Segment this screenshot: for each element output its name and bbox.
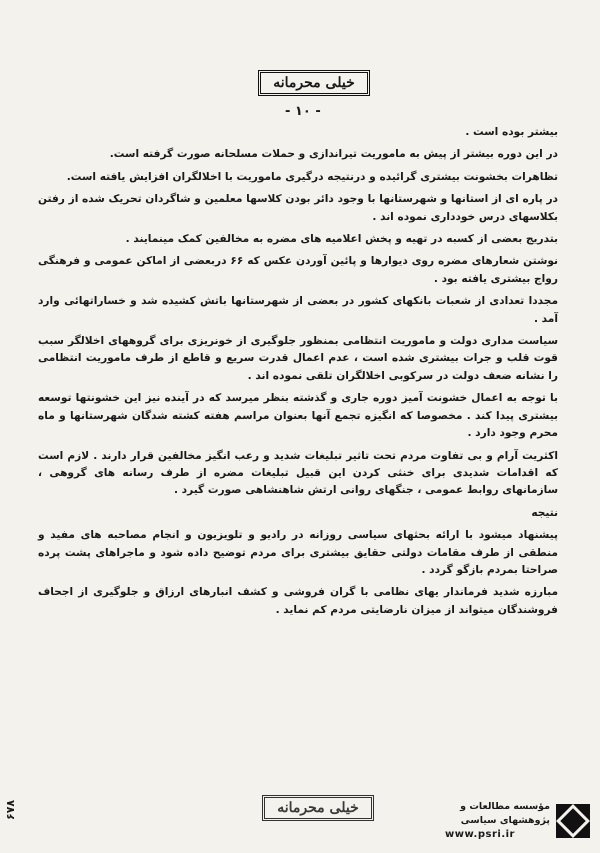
paragraph: تظاهرات بخشونت بیشتری گرائیده و درنتیجه درگیری ماموریت با اخلالگران افزایش یافته است. [66, 170, 558, 183]
paragraph: در این دوره بیشتر از پیش به ماموریت تیراندازی و حملات مسلحانه صورت گرفته است. [109, 148, 558, 161]
paragraph: اکثریت آرام و بی تفاوت مردم تحت تاثیر تبلیغات شدید و رعب انگیز مخالفین قرار دارند . لازم است که اقدامات شدیدی برای خنثی کردن این قبیل تبلیغات مضره از طرف رسانه های گروهی ، سازمانهای روابط عمومی ، جنگهای روانی ارتش شاهنشاهی صورت گیرد . [38, 449, 558, 497]
paragraph: بیشتر بوده است . [465, 126, 558, 138]
classification-stamp-bottom: خیلی محرمانه [262, 795, 374, 821]
paragraph: سیاست مداری دولت و ماموریت انتظامی بمنظور جلوگیری از خونریزی برای گروههای اخلالگر سبب قوت قلب و جرات بیشتری شده است ، عدم اعمال قدرت سریع و قاطع از طرف ماموریت انتظامی را نشانه ضعف دولت در سرکوبی اخلالگران تلقی نموده اند . [38, 335, 558, 382]
paragraph: پیشنهاد میشود با ارائه بحثهای سیاسی روزانه در رادیو و تلویزیون و انجام مصاحبه های مفید و منطقی از طرف مقامات دولتی حقایق بیشتری برای مردم توضیح داده شود و ماجراهای پشت پرده صراحتا بمردم بازگو گردد . [38, 529, 558, 576]
document-body [38, 124, 558, 624]
paragraph: مجددا تعدادی از شعبات بانکهای کشور در بعضی از شهرستانها باتش کشیده شد و خساراتهائی وارد آمد . [38, 295, 558, 325]
paragraph: در پاره ای از استانها و شهرستانها با وجود دائر بودن کلاسها معلمین و شاگردان تحریک شده از رفتن بکلاسهای درس خودداری نموده اند . [38, 193, 558, 223]
classification-stamp-top: خیلی محرمانه [258, 70, 370, 96]
archive-number: ۶۷۸ [4, 799, 17, 820]
paragraph: با توجه به اعمال خشونت آمیز دوره جاری و گذشته بنظر میرسد که در آینده نیز این خشونتها توسعه بیشتری پیدا کند . مخصوصا که انگیزه تجمع آنها بعنوان مراسم هفته کشته شدگان شهرستانها و ماه محرم وجود دارد . [38, 392, 558, 440]
institute-watermark [410, 800, 590, 842]
paragraph: بتدریج بعضی از کسبه در تهیه و پخش اعلامیه های مضره به مخالفین کمک مینمایند . [125, 233, 558, 246]
page-number: - ۱۰ - [285, 104, 321, 119]
institute-website: www.psri.ir [444, 829, 515, 840]
institute-logo-icon [556, 804, 590, 838]
paragraph: مبارزه شدید فرماندار یهای نظامی با گران فروشی و کشف انبارهای ارزاق و جلوگیری از اجحاف فروشندگان میتواند از میزان نارضایتی مردم کم نماید . [38, 586, 558, 616]
section-heading: نتیجه [531, 506, 558, 519]
institute-name: مؤسسه مطالعات و پژوهشهای سیاسی [460, 801, 550, 826]
institute-text [410, 800, 550, 842]
paragraph: نوشتن شعارهای مضره روی دیوارها و پائین آوردن عکس که ۶۶ دربعضی از اماکن عمومی و فرهنگی رواج بیشتری یافته بود . [38, 255, 558, 285]
